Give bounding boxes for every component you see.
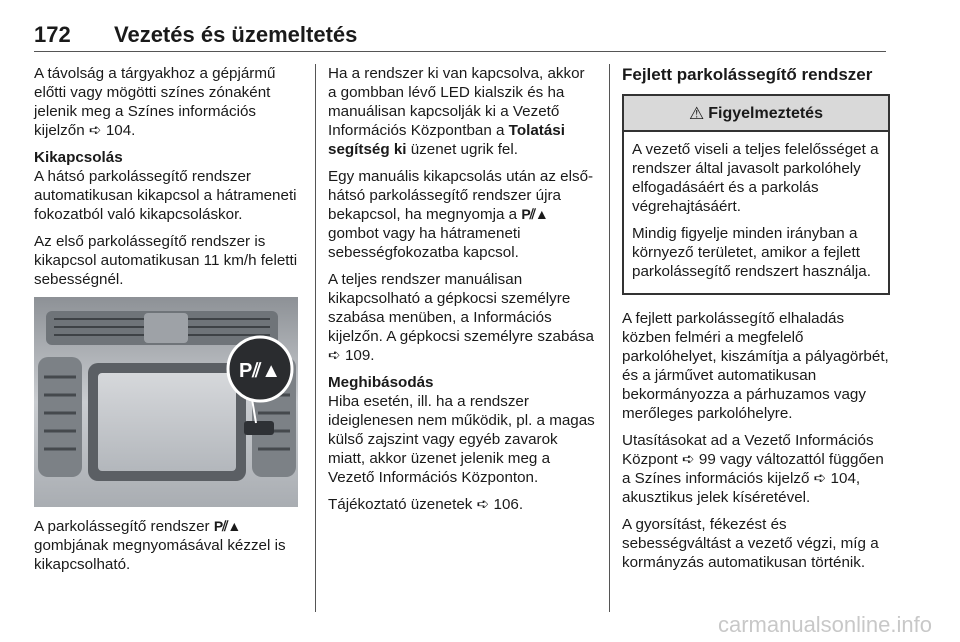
- parking-button-label: P⫽▲: [238, 360, 282, 382]
- paragraph: Mindig figyelje minden irányban a környező területet, amikor a fejlett parkolássegítő rendszert használja.: [632, 225, 871, 280]
- paragraph: Az első parkolássegítő rendszer is kikapcsol automatikusan 11 km/h feletti sebességnél.: [34, 233, 298, 288]
- paragraph: A fejlett parkolássegítő elhaladás közben felméri a megfelelő parkolóhelyet, kiszámítja a pályagörbét, és a járművet automatikusan bekormányozza a párhuzamos vagy merőleges parkolóhelyre.: [622, 310, 889, 422]
- column-1: [34, 64, 302, 582]
- parking-assist-icon: P⫽▲: [521, 206, 548, 222]
- warning-header: [624, 96, 888, 132]
- column-3: [622, 64, 890, 580]
- paragraph: Hiba esetén, ill. ha a rendszer ideiglenesen nem működik, pl. a magas külső zajszint vagy egyéb zavarok miatt, akkor üzenet jelenik meg a Vezető Információs Központon.: [328, 393, 595, 486]
- column-divider-1: [315, 64, 316, 612]
- warning-body: [624, 132, 888, 293]
- dashboard-photo: [34, 297, 298, 507]
- column-2: [328, 64, 596, 522]
- section-heading: Fejlett parkolássegítő rendszer: [622, 65, 873, 84]
- page-title: Vezetés és üzemeltetés: [114, 22, 358, 47]
- page-number: 172: [34, 22, 71, 47]
- warning-icon: ⚠: [689, 103, 705, 123]
- subheading-kikapcsolas: Kikapcsolás: [34, 149, 123, 166]
- paragraph: A gyorsítást, fékezést és sebességváltást a vezető végzi, míg a kormányzás automatikusan történik.: [622, 516, 879, 571]
- figure-caption: A parkolássegítő rendszer P⫽▲ gombjának megnyomásával kézzel is kikapcsolható.: [34, 518, 286, 573]
- message-text: Tolatási segítség ki: [328, 122, 565, 158]
- column-divider-2: [609, 64, 610, 612]
- dashboard-illustration: [34, 297, 298, 507]
- header-rule: [34, 51, 886, 52]
- page-header: [34, 22, 886, 52]
- subheading-meghibasodas: Meghibásodás: [328, 374, 434, 391]
- watermark: carmanualsonline.info: [717, 612, 932, 637]
- parking-assist-icon: P⫽▲: [213, 518, 241, 534]
- paragraph: Egy manuális kikapcsolás után az első-hátsó parkolássegítő rendszer újra bekapcsol, ha megnyomja a P⫽▲ gombot vagy ha hátrameneti sebességfokozatba kapcsol.: [328, 168, 594, 261]
- paragraph: Utasításokat ad a Vezető Információs Központ ➪ 99 vagy változattól függően a Színes információs kijelző ➪ 104, akusztikus jelek kíséretével.: [622, 432, 884, 506]
- warning-box: [622, 94, 890, 295]
- paragraph: A távolság a tárgyakhoz a gépjármű előtti vagy mögötti színes zónaként jelenik meg a Színes információs kijelzőn ➪ 104.: [34, 65, 276, 139]
- paragraph: Tájékoztató üzenetek ➪ 106.: [328, 496, 524, 513]
- warning-title: Figyelmeztetés: [708, 104, 823, 122]
- paragraph: A teljes rendszer manuálisan kikapcsolható a gépkocsi személyre szabása menüben, a Információs kijelzőn. A gépkocsi személyre szabása ➪ 109.: [328, 271, 594, 364]
- paragraph: A vezető viseli a teljes felelősséget a rendszer által javasolt parkolóhely elfogadásáért és a parkolás végrehajtásáért.: [632, 141, 879, 215]
- paragraph: A hátsó parkolássegítő rendszer automatikusan kikapcsol a hátrameneti fokozatból való kikapcsoláskor.: [34, 168, 297, 223]
- paragraph: Ha a rendszer ki van kapcsolva, akkor a gombban lévő LED kialszik és ha manuálisan kapcsolják ki a Vezető Információs Központban a Tolatási segítség ki üzenet ugrik fel.: [328, 65, 585, 158]
